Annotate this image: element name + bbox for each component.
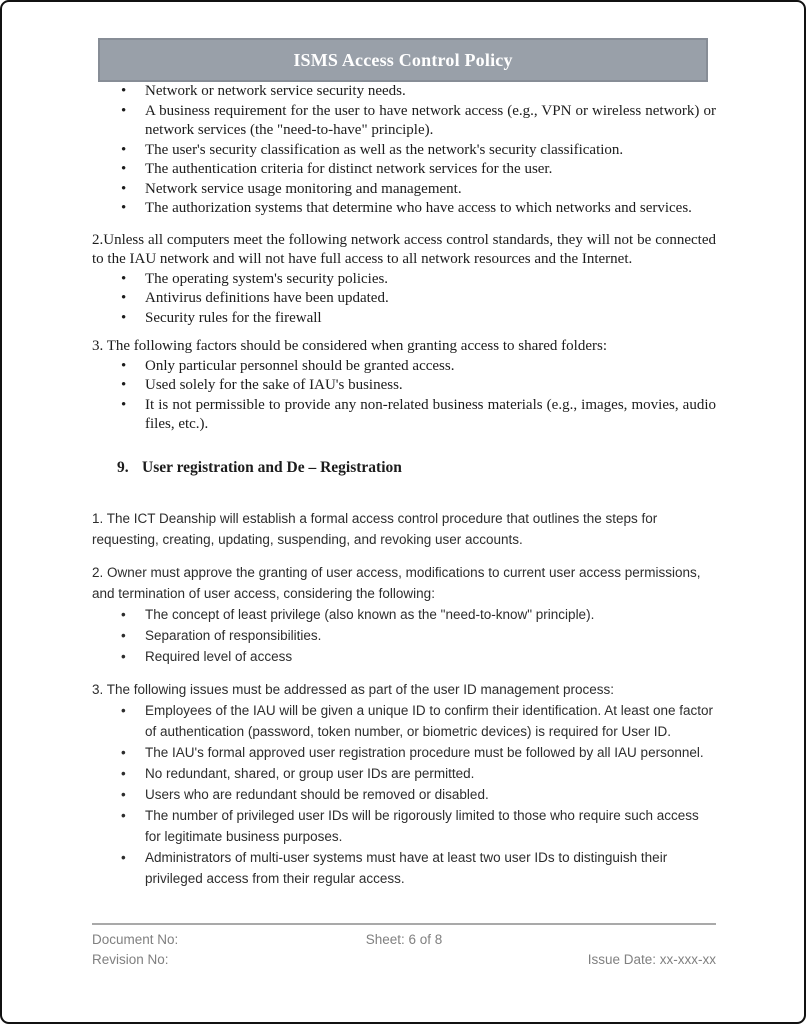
issue-date-label: Issue Date: xx-xxx-xx [587,952,716,967]
list-item: • Required level of access [145,646,716,667]
list-item: • The authentication criteria for distinct network services for the user. [145,160,716,180]
footer-divider [92,923,716,925]
list-item: • No redundant, shared, or group user IDs are permitted. [145,763,716,784]
page-footer [92,923,716,970]
list-item: • It is not permissible to provide any non-related business materials (e.g., images, movies, audio files, etc.). [145,396,716,435]
owner-considerations-list [92,604,716,667]
list-item: • Separation of responsibilities. [145,625,716,646]
list-item: • Network or network service security needs. [145,82,716,102]
user-id-management-list [92,700,716,889]
list-item: • Only particular personnel should be granted access. [145,357,716,377]
paragraph-user-id: 3. The following issues must be addressed as part of the user ID management process: [92,682,615,697]
standards-list [92,270,716,329]
page-title: ISMS Access Control Policy [293,49,513,70]
shared-folders-list [92,357,716,435]
footer-spacer [300,950,508,970]
section-title: User registration and De – Registration [142,458,402,476]
list-item: • The concept of least privilege (also known as the "need-to-know" principle). [145,604,716,625]
paragraph-owner-approval: 2. Owner must approve the granting of user access, modifications to current user access permissions, and termination of user access, considering the following: [92,565,701,601]
list-item: • Security rules for the firewall [145,309,716,329]
list-item: • The operating system's security policies. [145,270,716,290]
list-item: • A business requirement for the user to have network access (e.g., VPN or wireless network) or network services (the "need-to-have" principle). [145,102,716,141]
sheet-label: Sheet: 6 of 8 [365,932,443,947]
paragraph-shared-folders: 3. The following factors should be considered when granting access to shared folders: [92,338,607,354]
list-item: • Network service usage monitoring and management. [145,180,716,200]
footer-row-2 [92,950,716,970]
list-item: • Used solely for the sake of IAU's business. [145,376,716,396]
list-item: • The authorization systems that determine who have access to which networks and services. [145,199,716,219]
document-no-label: Document No: [92,932,179,947]
document-body [2,82,804,889]
list-item: • Employees of the IAU will be given a unique ID to confirm their identification. At least one factor of authentication (password, token number, or biometric devices) is required for User ID. [145,700,716,742]
list-item: • Antivirus definitions have been updated. [145,289,716,309]
revision-no-label: Revision No: [92,952,169,967]
network-security-list [92,82,716,219]
list-item: • The user's security classification as well as the network's security classification. [145,141,716,161]
list-item: • The number of privileged user IDs will be rigorously limited to those who require such access for legitimate business purposes. [145,805,716,847]
list-item: • Administrators of multi-user systems must have at least two user IDs to distinguish their privileged access from their regular access. [145,847,716,889]
paragraph-ict-deanship: 1. The ICT Deanship will establish a formal access control procedure that outlines the steps for requesting, creating, updating, suspending, and revoking user accounts. [92,511,658,547]
section-number: 9. [117,458,129,476]
list-item: • Users who are redundant should be removed or disabled. [145,784,716,805]
title-banner [98,38,708,82]
footer-spacer [508,930,716,950]
footer-row-1 [92,930,716,950]
paragraph-computers: 2.Unless all computers meet the following network access control standards, they will not be connected to the IAU network and will not have full access to all network resources and the Internet. [92,231,716,267]
list-item: • The IAU's formal approved user registration procedure must be followed by all IAU personnel. [145,742,716,763]
section-heading [92,458,716,478]
